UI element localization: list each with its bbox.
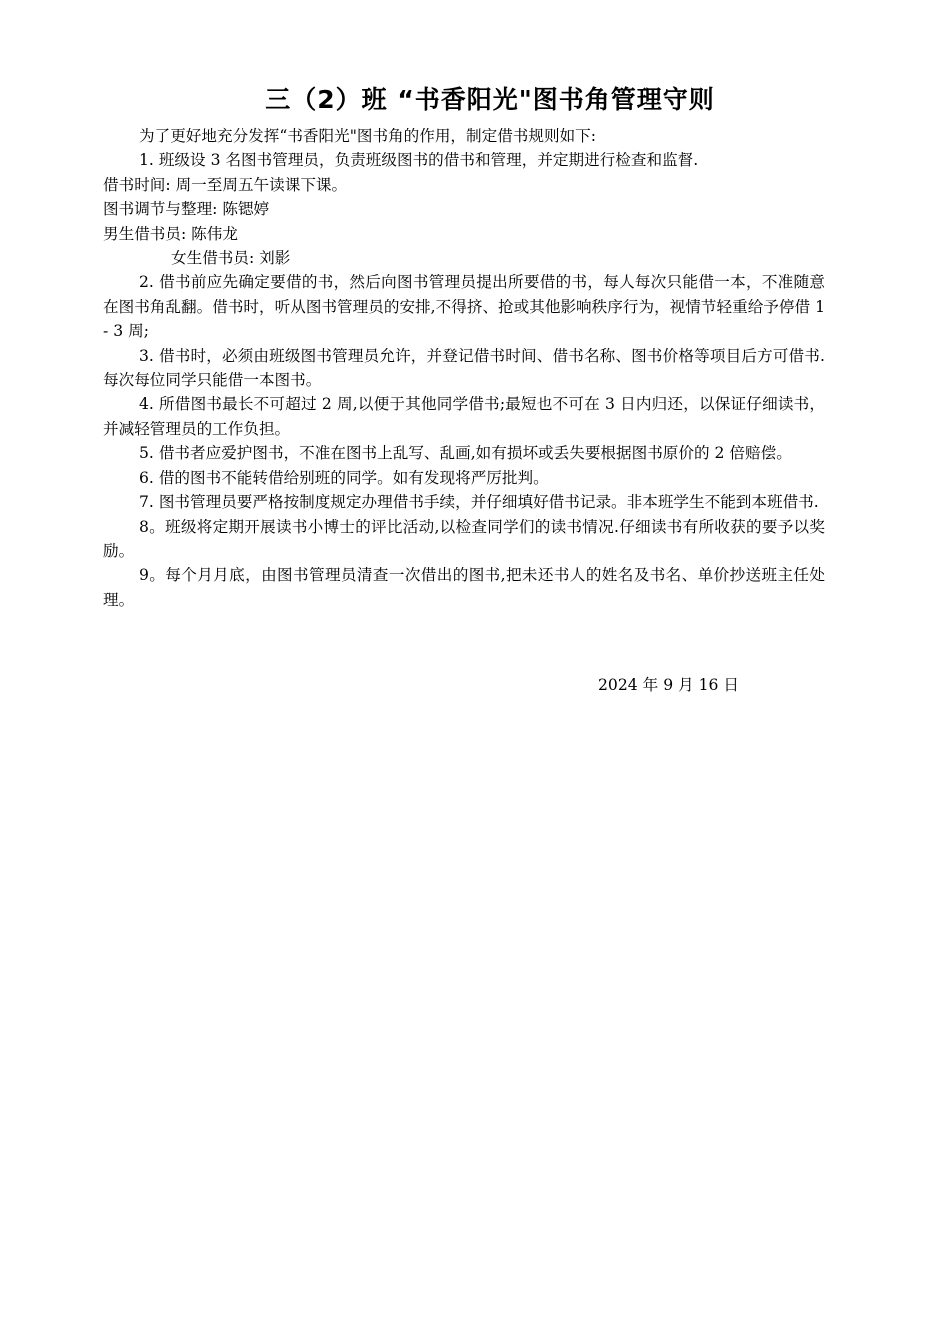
rule-1: 1. 班级设 3 名图书管理员，负责班级图书的借书和管理，并定期进行检查和监督. bbox=[139, 151, 699, 170]
staff-organizer: 图书调节与整理: 陈锶婷 bbox=[103, 200, 270, 219]
intro-paragraph: 为了更好地充分发挥“书香阳光"图书角的作用，制定借书规则如下: bbox=[139, 127, 597, 145]
rule-8: 8。班级将定期开展读书小博士的评比活动,以检查同学们的读书情况.仔细读书有所收获的要予以奖励。 bbox=[103, 517, 825, 560]
staff-girls: 女生借书员: 刘影 bbox=[171, 249, 291, 268]
rule-4: 4. 所借图书最长不可超过 2 周,以便于其他同学借书;最短也不可在 3 日内归还，以保证仔细读书，并减轻管理员的工作负担。 bbox=[103, 395, 825, 438]
page-title: 三（2）班 “书香阳光"图书角管理守则 bbox=[265, 85, 715, 114]
rule-6: 6. 借的图书不能转借给别班的同学。如有发现将严厉批判。 bbox=[139, 468, 549, 487]
rule-3: 3. 借书时，必须由班级图书管理员允许，并登记借书时间、借书名称、图书价格等项目后方可借书.每次每位同学只能借一本图书。 bbox=[103, 346, 825, 390]
document-body bbox=[103, 124, 825, 612]
document-date: 2024 年 9 月 16 日 bbox=[598, 676, 740, 694]
rule-9: 9。每个月月底，由图书管理员清查一次借出的图书,把未还书人的姓名及书名、单价抄送班主任处理。 bbox=[103, 566, 825, 609]
borrow-time: 借书时间: 周一至周五午读课下课。 bbox=[103, 175, 348, 194]
rule-7: 7. 图书管理员要严格按制度规定办理借书手续，并仔细填好借书记录。非本班学生不能到本班借书. bbox=[139, 493, 819, 512]
staff-boys: 男生借书员: 陈伟龙 bbox=[103, 224, 238, 243]
rule-5: 5. 借书者应爱护图书，不准在图书上乱写、乱画,如有损坏或丢失要根据图书原价的 2 倍赔偿。 bbox=[139, 444, 792, 463]
rule-2: 2. 借书前应先确定要借的书，然后向图书管理员提出所要借的书，每人每次只能借一本，不准随意在图书角乱翻。借书时，听从图书管理员的安排,不得挤、抢或其他影响秩序行为，视情节轻重给予停借 1 - 3 周; bbox=[103, 273, 825, 341]
